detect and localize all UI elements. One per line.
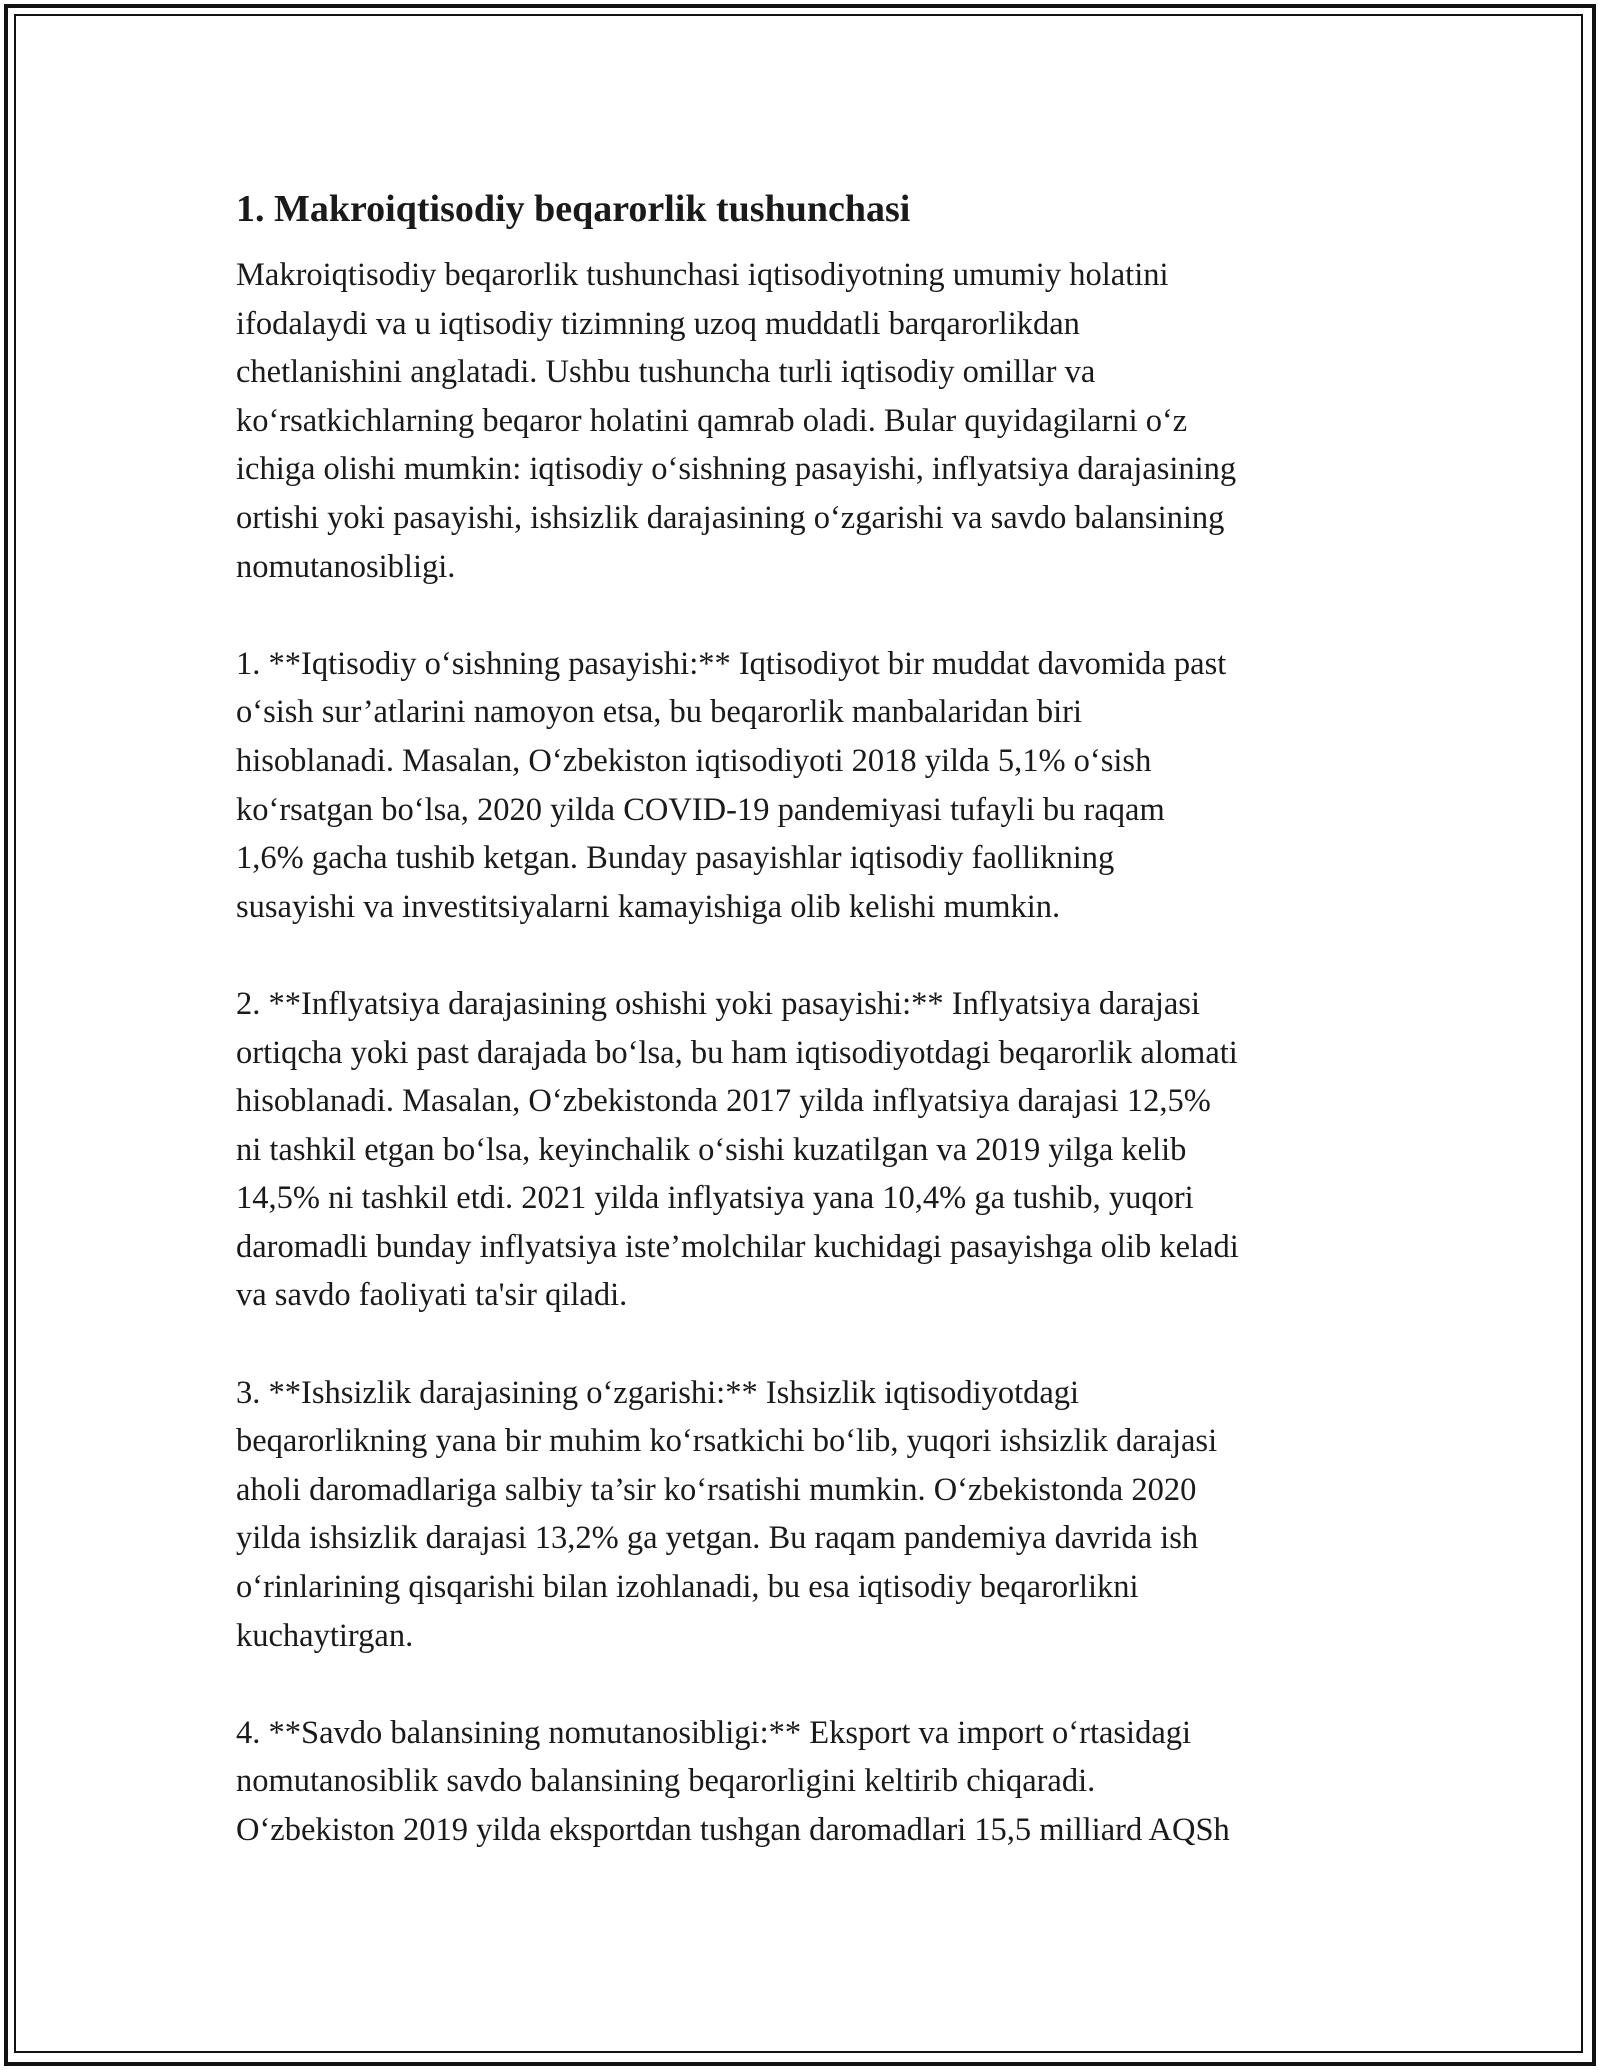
text-line: ko‘rsatgan bo‘lsa, 2020 yilda COVID-19 pandemiyasi tufayli bu raqam bbox=[236, 791, 1165, 828]
paragraph-list bbox=[236, 251, 1376, 1855]
text-line: kuchaytirgan. bbox=[236, 1617, 414, 1654]
text-line: 2. **Inflyatsiya darajasining oshishi yoki pasayishi:** Inflyatsiya darajasi bbox=[236, 985, 1200, 1022]
text-line: nomutanosiblik savdo balansining beqarorligini keltirib chiqaradi. bbox=[236, 1763, 1096, 1800]
text-line: o‘rinlarining qisqarishi bilan izohlanadi, bu esa iqtisodiy beqarorlikni bbox=[236, 1569, 1139, 1606]
text-line: ortiqcha yoki past darajada bo‘lsa, bu ham iqtisodiyotdagi beqarorlik alomati bbox=[236, 1034, 1238, 1071]
text-line: hisoblanadi. Masalan, O‘zbekiston iqtisodiyoti 2018 yilda 5,1% o‘sish bbox=[236, 742, 1152, 779]
text-line: Makroiqtisodiy beqarorlik tushunchasi iqtisodiyotning umumiy holatini bbox=[236, 257, 1169, 293]
text-line: ifodalaydi va u iqtisodiy tizimning uzoq muddatli barqarorlikdan bbox=[236, 305, 1080, 342]
text-line: ichiga olishi mumkin: iqtisodiy o‘sishning pasayishi, inflyatsiya darajasining bbox=[236, 451, 1237, 488]
text-line: O‘zbekiston 2019 yilda eksportdan tushgan daromadlari 15,5 milliard AQSh bbox=[236, 1812, 1230, 1848]
text-line: ni tashkil etgan bo‘lsa, keyinchalik o‘sishi kuzatilgan va 2019 yilga kelib bbox=[236, 1131, 1187, 1168]
text-line: o‘sish sur’atlarini namoyon etsa, bu beqarorlik manbalaridan biri bbox=[236, 694, 1082, 731]
text-line: beqarorlikning yana bir muhim ko‘rsatkichi bo‘lib, yuqori ishsizlik darajasi bbox=[236, 1423, 1218, 1460]
paragraph-2 bbox=[236, 640, 1376, 932]
text-line: daromadli bunday inflyatsiya iste’molchilar kuchidagi pasayishga olib keladi bbox=[236, 1228, 1239, 1265]
paragraph-3 bbox=[236, 980, 1376, 1320]
section-heading: 1. Makroiqtisodiy beqarorlik tushunchasi bbox=[236, 188, 911, 230]
text-line: chetlanishini anglatadi. Ushbu tushuncha turli iqtisodiy omillar va bbox=[236, 354, 1096, 391]
paragraph-5 bbox=[236, 1709, 1376, 1855]
text-line: nomutanosibligi. bbox=[236, 548, 456, 585]
text-line: 1. **Iqtisodiy o‘sishning pasayishi:** Iqtisodiyot bir muddat davomida past bbox=[236, 645, 1227, 682]
text-line: 14,5% ni tashkil etdi. 2021 yilda inflyatsiya yana 10,4% ga tushib, yuqori bbox=[236, 1180, 1194, 1217]
text-line: yilda ishsizlik darajasi 13,2% ga yetgan. Bu raqam pandemiya davrida ish bbox=[236, 1520, 1199, 1557]
text-line: va savdo faoliyati ta'sir qiladi. bbox=[236, 1277, 628, 1314]
paragraph-4 bbox=[236, 1369, 1376, 1661]
text-line: aholi daromadlariga salbiy ta’sir ko‘rsatishi mumkin. O‘zbekistonda 2020 bbox=[236, 1471, 1197, 1508]
text-line: ko‘rsatkichlarning beqaror holatini qamrab oladi. Bular quyidagilarni o‘z bbox=[236, 402, 1188, 439]
text-line: hisoblanadi. Masalan, O‘zbekistonda 2017 yilda inflyatsiya darajasi 12,5% bbox=[236, 1083, 1211, 1120]
paragraph-1 bbox=[236, 251, 1376, 591]
text-line: 4. **Savdo balansining nomutanosibligi:** Eksport va import o‘rtasidagi bbox=[236, 1714, 1192, 1751]
text-line: 3. **Ishsizlik darajasining o‘zgarishi:** Ishsizlik iqtisodiyotdagi bbox=[236, 1374, 1080, 1411]
document-body bbox=[236, 185, 1376, 1903]
text-line: ortishi yoki pasayishi, ishsizlik darajasining o‘zgarishi va savdo balansining bbox=[236, 499, 1225, 536]
text-line: susayishi va investitsiyalarni kamayishiga olib kelishi mumkin. bbox=[236, 888, 1061, 925]
text-line: 1,6% gacha tushib ketgan. Bunday pasayishlar iqtisodiy faollikning bbox=[236, 840, 1115, 877]
